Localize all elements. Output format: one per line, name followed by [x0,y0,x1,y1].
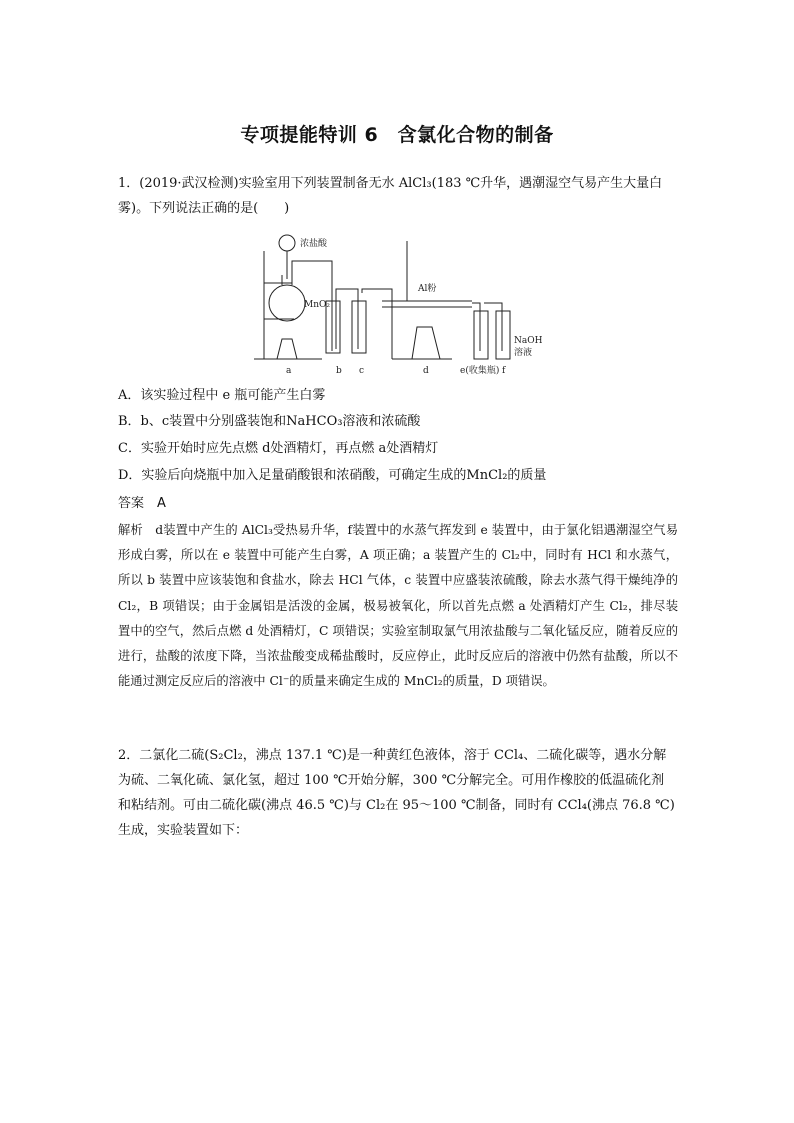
option-a: A．该实验过程中 e 瓶可能产生白雾 [118,388,326,403]
label-b: b [336,366,342,376]
label-e: e(收集瓶) [460,366,500,376]
page-title: 专项提能特训 6 含氯化合物的制备 [240,124,554,146]
answer-line [118,494,166,514]
answer-text: 答案 A [118,496,166,511]
option-c: C．实验开始时应先点燃 d处酒精灯，再点燃 a处酒精灯 [118,441,439,456]
label-c: c [359,366,365,376]
label-conc-hcl: 浓盐酸 [300,239,328,249]
label-solution: 溶液 [514,348,533,358]
apparatus-diagram [252,231,552,377]
label-f: f [502,366,506,376]
explanation-text: 解析 d装置中产生的 AlCl₃受热易升华，f装置中的水蒸气挥发到 e 装置中，由于氯化铝遇潮湿空气易形成白雾，所以在 e 装置中可能产生白雾，A 项正确；a 装置产生的 Cl₂中，同时有 HCl 和水蒸气，所以 b 装置中应该装饱和食盐水，除去 HCl 气体，c 装置中应盛装浓硫酸，除去水蒸气得干燥纯净的 Cl₂，B 项错误；由于金属铝是活泼的金属，极易被氧化，所以首先点燃 a 处酒精灯产生 Cl₂，排尽装置中的空气，然后点燃 d 处酒精灯，C 项错误；实验室制取氯气用浓盐酸与二氧化锰反应，随着反应的进行，盐酸的浓度下降，当浓盐酸变成稀盐酸时，反应停止，此时反应后的溶液中仍然有盐酸，所以不能通过测定反应后的溶液中 Cl⁻的质量来确定生成的 MnCl₂的质量，D 项错误。 [118,523,678,689]
question-2-stem: 2．二氯化二硫(S₂Cl₂，沸点 137.1 ℃)是一种黄红色液体，溶于 CCl₄、二硫化碳等，遇水分解为硫、二氧化硫、氯化氢，超过 100 ℃开始分解，300 ℃分解完全。可用作橡胶的低温硫化剂和粘结剂。可由二硫化碳(沸点 46.5 ℃)与 Cl₂在 95～100 ℃制备，同时有 CCl₄(沸点 76.8 ℃)生成，实验装置如下： [118,748,675,838]
question-1-stem: 1．(2019·武汉检测)实验室用下列装置制备无水 AlCl₃(183 ℃升华，遇潮湿空气易产生大量白雾)。下列说法正确的是( ) [118,176,663,216]
label-a: a [286,366,292,376]
option-b: B．b、c装置中分别盛装饱和NaHCO₃溶液和浓硫酸 [118,414,421,429]
label-al-powder: Al粉 [418,284,437,294]
label-naoh: NaOH [514,336,543,346]
option-d: D．实验后向烧瓶中加入足量硝酸银和浓硝酸，可确定生成的MnCl₂的质量 [118,468,547,483]
label-mno2: MnO₂ [304,300,330,310]
label-d: d [423,366,429,376]
